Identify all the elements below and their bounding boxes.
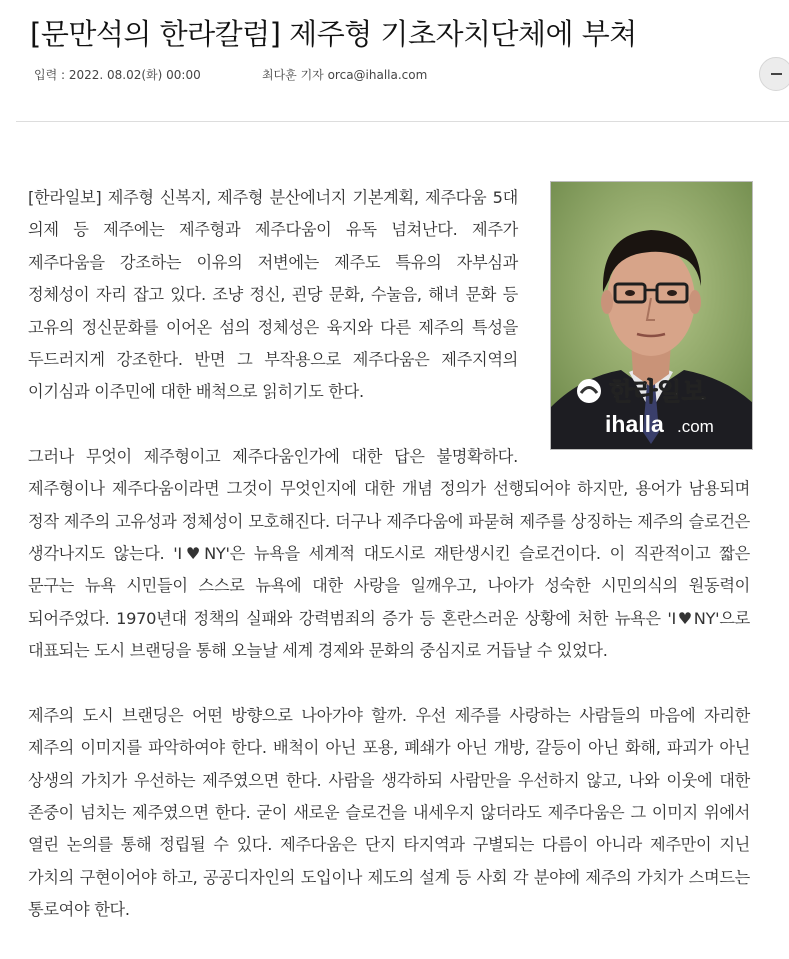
logo-text: 한라일보 — [609, 378, 706, 406]
article-body — [28, 182, 750, 959]
minus-icon — [771, 73, 782, 75]
article-paragraph: [한라일보] 제주형 신복지, 제주형 분산에너지 기본계획, 제주다움 5대 의제 등 제주에는 제주형과 제주다움이 유독 넘쳐난다. 제주가 제주다움을 강조하는 이유의 저변에는 제주도 특유의 자부심과 정체성이 자리 잡고 있다. 조냥 정신, 괸당 문화, 수눌음, 해녀 문화 등 고유의 정신문화를 이어온 섬의 정체성은 육지와 다른 제주의 특성을 두드러지게 강조한다. 반면 그 부작용으로 제주다움은 제주지역의 이기심과 이주민에 대한 배척으로 읽히기도 한다. — [28, 188, 518, 402]
article-title: [문만석의 한라칼럼] 제주형 기초자치단체에 부쳐 — [30, 17, 637, 51]
article-paragraph: 제주의 도시 브랜딩은 어떤 방향으로 나아가야 할까. 우선 제주를 사랑하는 사람들의 마음에 자리한 제주의 이미지를 파악하여야 한다. 배척이 아닌 포용, 폐쇄가 아닌 개방, 갈등이 아닌 화해, 파괴가 아닌 상생의 가치가 우선하는 제주였으면 한다. 사람을 생각하되 사람만을 우선하지 않고, 나와 이웃에 대한 존중이 넘치는 제주였으면 한다. 굳이 새로운 슬로건을 내세우지 않더라도 제주다움은 그 이미지 위에서 열린 논의를 통해 정립될 수 있다. 제주다움은 단지 타지역과 구별되는 다름이 아니라 제주만이 지닌 가치의 구현이어야 하고, 공공디자인의 도입이나 제도의 설계 등 사회 각 분야에 제주의 가치가 스며드는 통로여야 한다. — [28, 705, 750, 920]
site-suffix: .com — [677, 417, 714, 436]
article-paragraph: 그러나 무엇이 제주형이고 제주다움인가에 대한 답은 불명확하다. 제주형이나 제주다움이라면 그것이 무엇인지에 대한 개념 정의가 선행되어야 하지만, 용어가 남용되며 정작 제주의 고유성과 정체성이 모호해진다. 더구나 제주다움에 파묻혀 제주를 상징하는 제주의 슬로건은 생각나지도 않는다. 'I♥NY'은 뉴욕을 세계적 대도시로 재탄생시킨 슬로건이다. 이 직관적이고 짧은 문구는 뉴욕 시민들이 스스로 뉴욕에 대한 사랑을 일깨우고, 나아가 성숙한 시민의식의 원동력이 되어주었다. 1970년대 정책의 실패와 강력범죄의 증가 등 혼란스러운 상황에 처한 뉴욕은 'I♥NY'으로 대표되는 도시 브랜딩을 통해 오늘날 세계 경제와 문화의 중심지로 거듭날 수 있었다. — [28, 446, 750, 661]
author-byline: 최다훈 기자 orca@ihalla.com — [262, 68, 428, 82]
photo-spacer — [518, 182, 750, 467]
header-divider — [16, 121, 789, 122]
site-text: ihalla — [605, 411, 664, 437]
collapse-button[interactable] — [759, 57, 789, 91]
publish-date: 입력 : 2022. 08.02(화) 00:00 — [34, 68, 201, 82]
